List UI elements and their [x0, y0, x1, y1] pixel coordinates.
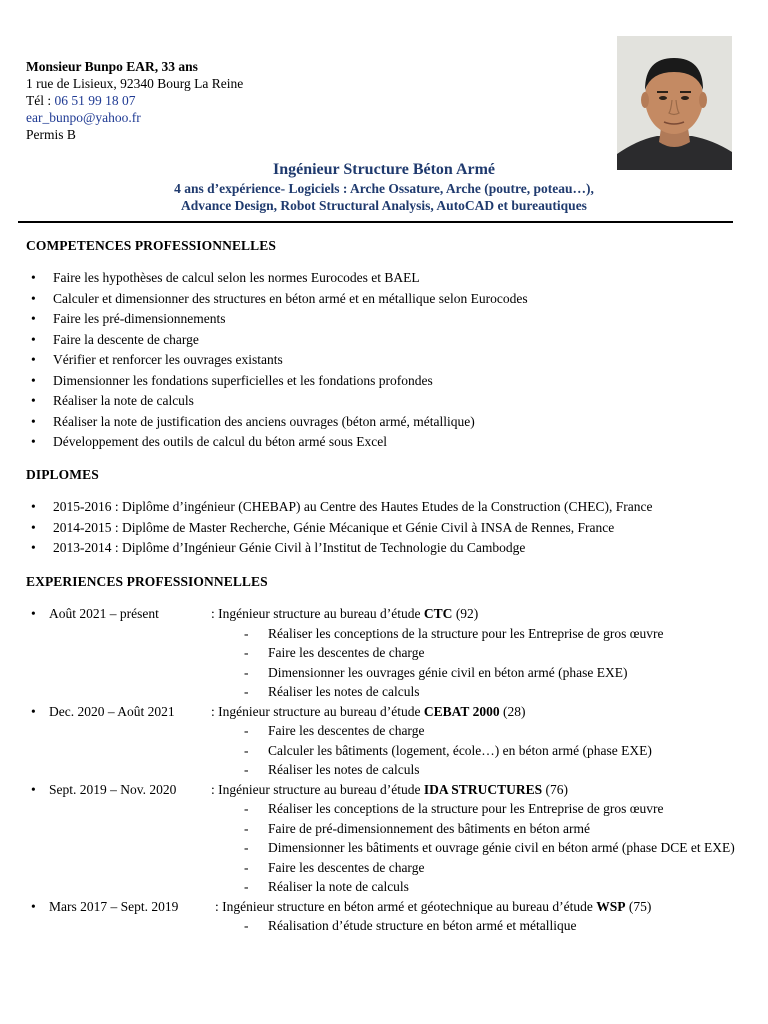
driving-license: Permis B: [26, 127, 76, 142]
header-divider: [18, 221, 733, 223]
company-name: CTC: [423, 606, 453, 621]
candidate-name: Monsieur Bunpo EAR, 33 ans: [26, 59, 198, 74]
profile-photo: [617, 36, 732, 170]
job-dates: Mars 2017 – Sept. 2019: [49, 898, 179, 914]
diplomes-list: [26, 497, 653, 559]
list-item: • 2013-2014 : Diplôme d’Ingénieur Génie Civil à l’Institut de Technologie du Cambodge: [26, 538, 653, 559]
company-name: IDA STRUCTURES: [423, 781, 543, 797]
list-item: • Dimensionner les fondations superficielles et les fondations profondes: [26, 371, 528, 392]
task-item: - Réalisation d’étude structure en béton armé et métallique: [244, 918, 577, 933]
task-item: - Réaliser les notes de calculs: [244, 762, 420, 777]
job-description: : Ingénieur structure au bureau d’étude CTC (92): [211, 606, 479, 621]
job-header: [0, 160, 768, 214]
experiences-heading: EXPERIENCES PROFESSIONNELLES: [26, 574, 268, 589]
job-dates: Dec. 2020 – Août 2021: [49, 703, 175, 719]
task-item: - Faire les descentes de charge: [244, 723, 425, 738]
task-item: - Faire les descentes de charge: [244, 645, 425, 660]
bullet: •: [31, 898, 36, 914]
list-item: • Calculer et dimensionner des structures en béton armé et en métallique selon Eurocodes: [26, 289, 528, 310]
experience-summary-line-2: Advance Design, Robot Structural Analysis, AutoCAD et bureautiques: [181, 198, 587, 213]
job-title: Ingénieur Structure Béton Armé: [272, 161, 496, 178]
phone-line: [26, 92, 243, 109]
bullet: •: [31, 781, 36, 797]
job-dates: Août 2021 – présent: [49, 606, 159, 621]
task-item: - Réaliser les notes de calculs: [244, 684, 420, 699]
portrait-illustration: [617, 36, 732, 170]
list-item: • Réaliser la note de calculs: [26, 391, 528, 412]
task-item: - Dimensionner les bâtiments et ouvrage génie civil en béton armé (phase DCE et EXE): [244, 840, 735, 855]
job-entry: [26, 780, 736, 800]
list-item: • Réaliser la note de justification des anciens ouvrages (béton armé, métallique): [26, 412, 528, 433]
phone-label: Tél :: [26, 93, 55, 108]
job-entry: [26, 604, 736, 624]
task-item: - Faire les descentes de charge: [244, 859, 425, 875]
list-item: • Vérifier et renforcer les ouvrages existants: [26, 350, 528, 371]
competences-heading: COMPETENCES PROFESSIONNELLES: [26, 238, 276, 253]
task-item: - Réaliser les conceptions de la structure pour les Entreprise de gros œuvre: [244, 801, 664, 816]
list-item: • Faire les pré-dimensionnements: [26, 309, 528, 330]
company-name: WSP: [596, 898, 626, 914]
task-item: - Calculer les bâtiments (logement, école…) en béton armé (phase EXE): [244, 742, 652, 758]
job-dates: Sept. 2019 – Nov. 2020: [49, 781, 177, 797]
task-item: - Faire de pré-dimensionnement des bâtiments en béton armé: [244, 820, 591, 836]
company-name: CEBAT 2000: [423, 703, 500, 719]
email-link[interactable]: ear_bunpo@yahoo.fr: [26, 110, 141, 125]
list-item: • Faire les hypothèses de calcul selon les normes Eurocodes et BAEL: [26, 268, 528, 289]
phone-number[interactable]: 06 51 99 18 07: [54, 93, 136, 108]
task-item: - Réaliser les conceptions de la structure pour les Entreprise de gros œuvre: [244, 625, 664, 641]
diplomes-heading: DIPLOMES: [26, 467, 99, 482]
list-item: • 2014-2015 : Diplôme de Master Recherche, Génie Mécanique et Génie Civil à INSA de Rennes, France: [26, 518, 653, 539]
experience-summary-line-1: 4 ans d’expérience- Logiciels : Arche Ossature, Arche (poutre, poteau…),: [174, 181, 594, 196]
task-item: - Dimensionner les ouvrages génie civil en béton armé (phase EXE): [244, 664, 628, 680]
address: 1 rue de Lisieux, 92340 Bourg La Reine: [26, 76, 244, 91]
job-entry: [26, 702, 736, 722]
competences-list: [26, 268, 528, 453]
bullet: •: [31, 606, 36, 621]
job-description: : Ingénieur structure en béton armé et géotechnique au bureau d’étude WSP (75): [215, 898, 652, 914]
contact-block: [26, 58, 243, 143]
list-item: • Faire la descente de charge: [26, 330, 528, 351]
task-item: - Réaliser la note de calculs: [244, 879, 409, 894]
job-entry: [26, 897, 736, 917]
bullet: •: [31, 703, 36, 719]
job-description: : Ingénieur structure au bureau d’étude IDA STRUCTURES (76): [211, 781, 568, 797]
experiences-list: [26, 604, 736, 936]
list-item: • Développement des outils de calcul du béton armé sous Excel: [26, 432, 528, 453]
job-description: : Ingénieur structure au bureau d’étude CEBAT 2000 (28): [211, 703, 526, 719]
list-item: • 2015-2016 : Diplôme d’ingénieur (CHEBAP) au Centre des Hautes Etudes de la Construction (CHEC), France: [26, 497, 653, 518]
